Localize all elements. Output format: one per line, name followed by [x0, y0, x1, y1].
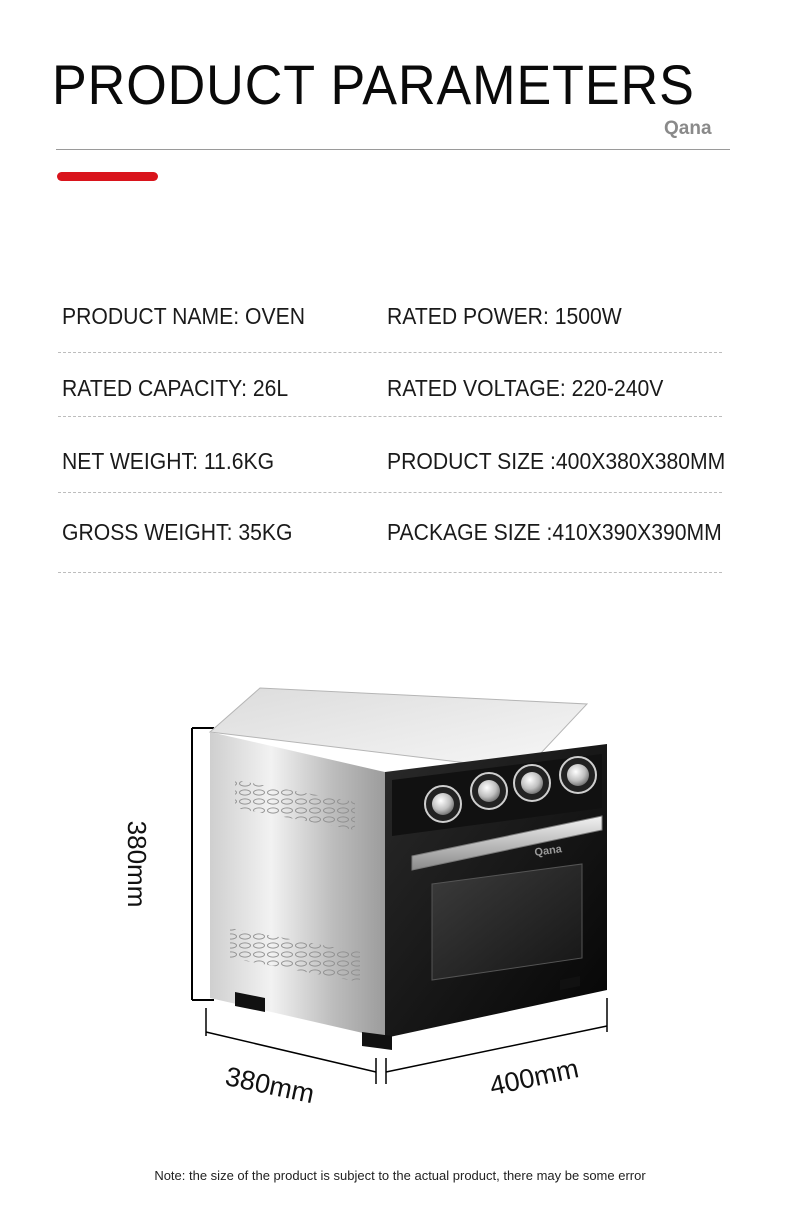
page-title: PRODUCT PARAMETERS	[52, 53, 695, 116]
row-divider	[58, 492, 722, 493]
knob-icon[interactable]	[560, 757, 596, 793]
param-package-size: PACKAGE SIZE :410X390X390MM	[387, 519, 722, 545]
knob-icon[interactable]	[514, 765, 550, 801]
row-divider	[58, 352, 722, 353]
param-rated-capacity: RATED CAPACITY: 26L	[62, 375, 289, 401]
knob-icon[interactable]	[425, 786, 461, 822]
brand-logo: Qana	[664, 118, 712, 139]
title-divider	[56, 149, 730, 150]
width-label: 400mm	[486, 1053, 582, 1102]
oven-dimension-figure	[122, 680, 660, 1120]
row-divider	[58, 572, 722, 573]
knob-icon[interactable]	[471, 773, 507, 809]
oven-brand-logo: Qana	[533, 843, 563, 859]
param-product-size: PRODUCT SIZE :400X380X380MM	[387, 448, 726, 474]
param-gross-weight: GROSS WEIGHT: 35KG	[62, 519, 293, 545]
param-product-name: PRODUCT NAME: OVEN	[62, 303, 305, 329]
param-rated-power: RATED POWER: 1500W	[387, 303, 622, 329]
height-label: 380mm	[122, 820, 152, 908]
param-rated-voltage: RATED VOLTAGE: 220-240V	[387, 375, 664, 401]
oven-side-panel	[210, 732, 385, 1038]
depth-label: 380mm	[222, 1061, 318, 1110]
disclaimer-note: Note: the size of the product is subject to the actual product, there may be some error	[154, 1168, 646, 1183]
row-divider	[58, 416, 722, 417]
param-net-weight: NET WEIGHT: 11.6KG	[62, 448, 275, 474]
accent-bar	[57, 172, 158, 181]
